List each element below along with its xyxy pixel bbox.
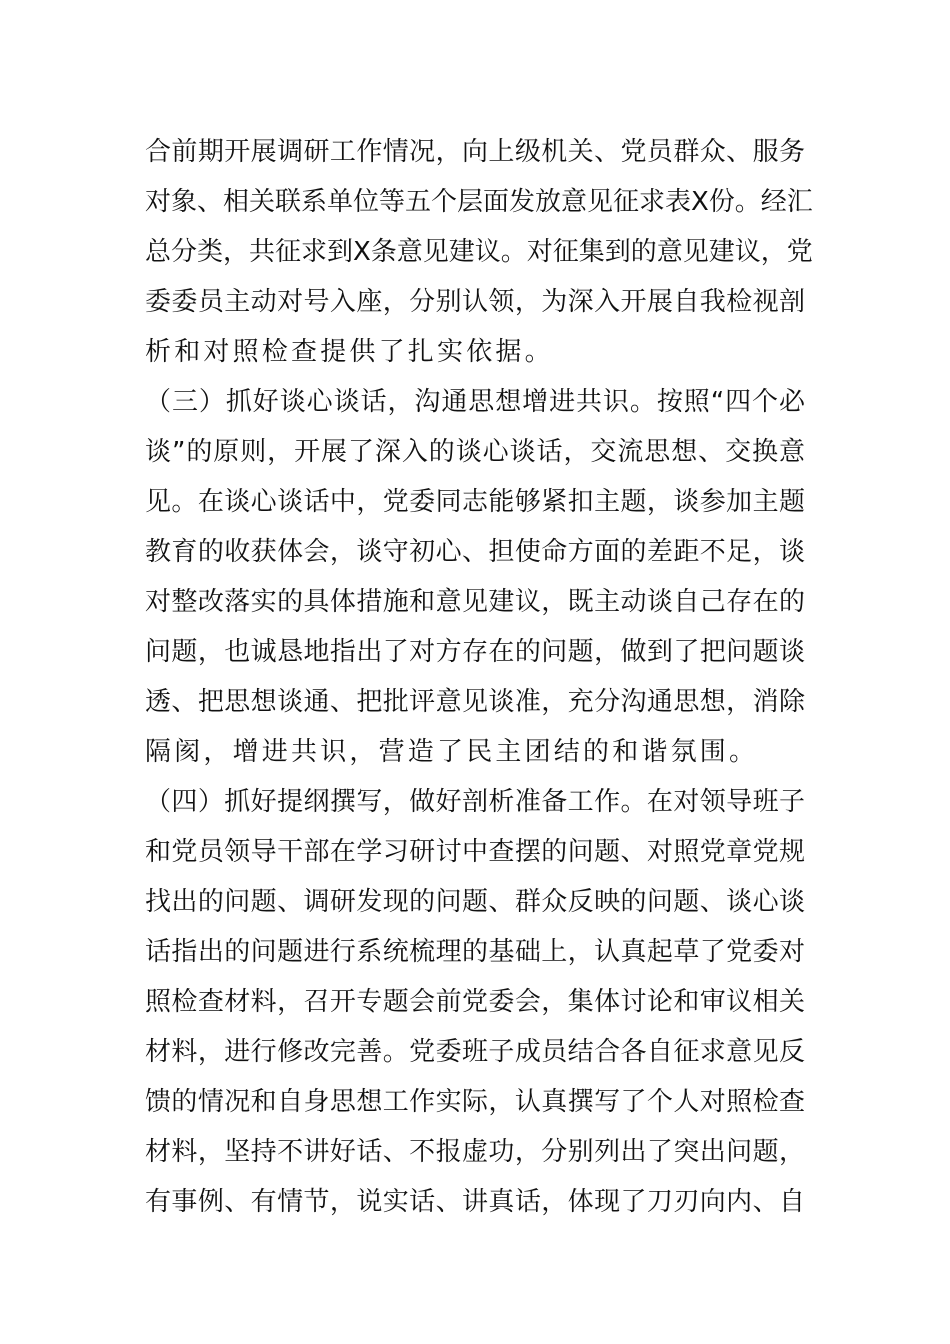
text-line: 谈”的原则，开展了深入的谈心谈话，交流思想、交换意 xyxy=(145,437,805,467)
text-line: 材料，进行修改完善。党委班子成员结合各自征求意见反 xyxy=(145,1037,805,1067)
text-line: 对整改落实的具体措施和意见建议，既主动谈自己存在的 xyxy=(145,587,805,617)
text-line: 材料，坚持不讲好话、不报虚功，分别列出了突出问题， xyxy=(145,1137,805,1167)
text-line: 教育的收获体会，谈守初心、担使命方面的差距不足，谈 xyxy=(145,537,805,567)
text-line: 对象、相关联系单位等五个层面发放意见征求表X份。经汇 xyxy=(145,187,813,217)
text-line: 见。在谈心谈话中，党委同志能够紧扣主题，谈参加主题 xyxy=(145,487,805,517)
text-line: 委委员主动对号入座，分别认领，为深入开展自我检视剖 xyxy=(145,287,805,317)
text-line: 馈的情况和自身思想工作实际，认真撰写了个人对照检查 xyxy=(145,1087,805,1117)
text-line: 透、把思想谈通、把批评意见谈准，充分沟通思想，消除 xyxy=(145,687,805,717)
text-line: 照检查材料，召开专题会前党委会，集体讨论和审议相关 xyxy=(145,987,805,1017)
text-line: 隔阂，增进共识，营造了民主团结的和谐氛围。 xyxy=(145,737,759,767)
text-line: 总分类，共征求到X条意见建议。对征集到的意见建议，党 xyxy=(145,237,813,267)
text-line: 话指出的问题进行系统梳理的基础上，认真起草了党委对 xyxy=(145,937,805,967)
text-line: 析和对照检查提供了扎实依据。 xyxy=(145,337,554,367)
text-line: 找出的问题、调研发现的问题、群众反映的问题、谈心谈 xyxy=(145,887,805,917)
text-line: （四）抓好提纲撰写，做好剖析准备工作。在对领导班子 xyxy=(145,787,805,817)
text-line: 有事例、有情节，说实话、讲真话，体现了刀刃向内、自 xyxy=(145,1187,805,1217)
text-line: 问题，也诚恳地指出了对方存在的问题，做到了把问题谈 xyxy=(145,637,805,667)
text-line: 和党员领导干部在学习研讨中查摆的问题、对照党章党规 xyxy=(145,837,805,867)
text-line: 合前期开展调研工作情况，向上级机关、党员群众、服务 xyxy=(145,137,805,167)
text-line: （三）抓好谈心谈话，沟通思想增进共识。按照“四个必 xyxy=(145,387,805,417)
